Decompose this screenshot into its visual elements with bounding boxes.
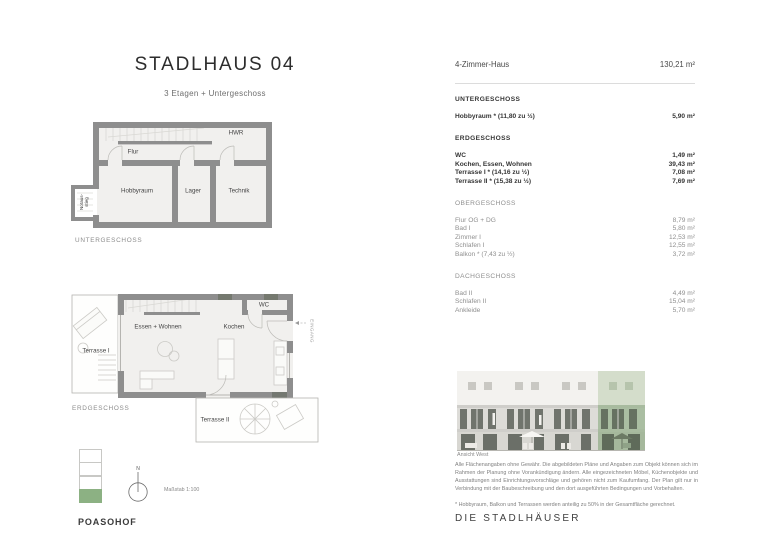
- room-label-kochen: Kochen: [223, 323, 245, 331]
- floorplan-untergeschoss: [68, 115, 278, 235]
- level-indicator: [79, 450, 102, 503]
- brand-name: DIE STADLHÄUSER: [455, 513, 581, 524]
- row-label: Zimmer I: [455, 233, 482, 241]
- row-value: 4,49 m²: [672, 290, 695, 298]
- level-box-ug-highlighted: [79, 489, 102, 503]
- area-row: [455, 217, 695, 225]
- area-row: [455, 152, 695, 160]
- floorplan-erdgeschoss-drawing: [68, 283, 323, 448]
- row-value: 3,72 m²: [672, 250, 695, 258]
- project-name: POASOHOF: [78, 517, 137, 527]
- area-row: [455, 307, 695, 315]
- area-section-untergeschoss: [455, 96, 695, 121]
- area-row: [455, 298, 695, 306]
- area-section-obergeschoss: [455, 200, 695, 259]
- area-section-dachgeschoss: [455, 273, 695, 315]
- floorplan-erdgeschoss: [68, 283, 323, 448]
- row-label: Bad II: [455, 290, 473, 298]
- room-label-essen-wohnen: Essen + Wohnen: [134, 323, 182, 331]
- row-label: Terrasse I * (14,16 zu ½): [455, 169, 530, 177]
- level-box-dg: [79, 449, 102, 463]
- row-value: 7,08 m²: [672, 169, 695, 177]
- row-value: 12,53 m²: [668, 233, 695, 241]
- area-table-header: [455, 60, 695, 70]
- room-label-terrasse1: Terrasse I: [82, 347, 110, 355]
- row-value: 12,55 m²: [668, 242, 695, 250]
- section-title: OBERGESCHOSS: [455, 200, 516, 208]
- room-label-lager: Lager: [185, 187, 201, 195]
- area-section-erdgeschoss: [455, 135, 695, 186]
- area-row: [455, 290, 695, 298]
- elevation-west-drawing: [457, 371, 647, 453]
- row-label: Hobbyraum * (11,80 zu ½): [455, 113, 535, 120]
- row-value: 5,90 m²: [672, 113, 695, 120]
- room-label-technik: Technik: [228, 187, 250, 195]
- total-area-value: 130,21 m²: [659, 60, 695, 69]
- room-label-terrasse2: Terrasse II: [200, 416, 230, 424]
- compass-icon: [128, 472, 148, 504]
- room-label-wc: WC: [258, 301, 270, 309]
- row-value: 15,04 m²: [668, 298, 695, 306]
- level-box-eg: [79, 476, 102, 490]
- row-label: Ankleide: [455, 306, 481, 314]
- room-label-eingang: EINGANG: [309, 319, 315, 343]
- floorplan-untergeschoss-drawing: [68, 115, 278, 235]
- footnote-text: * Hobbyraum, Balkon und Terrassen werden anteilig zu 50% in der Gesamtfläche gerechnet.: [455, 502, 676, 508]
- plan-caption-erdgeschoss: ERDGESCHOSS: [72, 405, 130, 412]
- row-label: WC: [455, 152, 466, 160]
- page-title: STADLHAUS 04: [134, 54, 296, 75]
- section-title: DACHGESCHOSS: [455, 273, 516, 281]
- section-title: ERDGESCHOSS: [455, 135, 511, 143]
- section-title: UNTERGESCHOSS: [455, 96, 521, 103]
- room-label-hwr: HWR: [228, 129, 244, 137]
- row-label: Terrasse II * (15,38 zu ½): [455, 177, 532, 185]
- disclaimer-text: Alle Flächenangaben ohne Gewähr. Die abgebildeten Pläne und Angaben zum Objekt können sich im Rahmen der Planung ohne Vorankündigung ändern. Alle eingezeichneten Möbel, Küchenobjekte und Ausstattungen sind Einrichtungsvorschläge und gehören nicht zum Kaufumfang. Der Plan gilt nur in Verbindung mit der Baubeschreibung und den dort ausgeführten Bedingungen und Vorbehalten.: [455, 462, 698, 493]
- compass-north-label: N: [136, 466, 140, 472]
- area-row: [455, 242, 695, 250]
- row-value: 5,70 m²: [672, 306, 695, 314]
- house-type-label: 4-Zimmer-Haus: [455, 60, 510, 69]
- scale-label: Maßstab 1:100: [164, 487, 200, 493]
- row-value: 8,79 m²: [672, 217, 695, 225]
- row-label: Flur OG + DG: [455, 217, 496, 225]
- row-label: Schlafen II: [455, 298, 487, 306]
- room-label-hobbyraum: Hobbyraum: [121, 187, 153, 195]
- row-value: 7,69 m²: [672, 177, 695, 185]
- area-row: [455, 234, 695, 242]
- row-label: Balkon * (7,43 zu ½): [455, 250, 515, 258]
- elevation-caption: Ansicht West: [457, 452, 489, 458]
- area-row: [455, 178, 695, 186]
- plan-caption-untergeschoss: UNTERGESCHOSS: [75, 237, 143, 244]
- room-label-notausstieg: [79, 194, 89, 210]
- area-table: [455, 60, 695, 329]
- row-value: 5,80 m²: [672, 225, 695, 233]
- area-row: [455, 113, 695, 121]
- area-row: [455, 225, 695, 233]
- row-value: 1,49 m²: [672, 152, 695, 160]
- header-divider: [455, 83, 695, 84]
- level-box-og: [79, 462, 102, 476]
- row-value: 39,43 m²: [668, 160, 695, 168]
- page-subtitle: 3 Etagen + Untergeschoss: [164, 89, 266, 98]
- row-label: Kochen, Essen, Wohnen: [455, 160, 532, 168]
- area-row: [455, 251, 695, 259]
- row-label: Bad I: [455, 225, 471, 233]
- area-row: [455, 169, 695, 177]
- area-row: [455, 161, 695, 169]
- notausstieg-line1: Notaus-: [79, 193, 84, 211]
- row-label: Schlafen I: [455, 242, 485, 250]
- notausstieg-line2: stieg: [84, 197, 89, 207]
- room-label-flur: Flur: [127, 148, 139, 156]
